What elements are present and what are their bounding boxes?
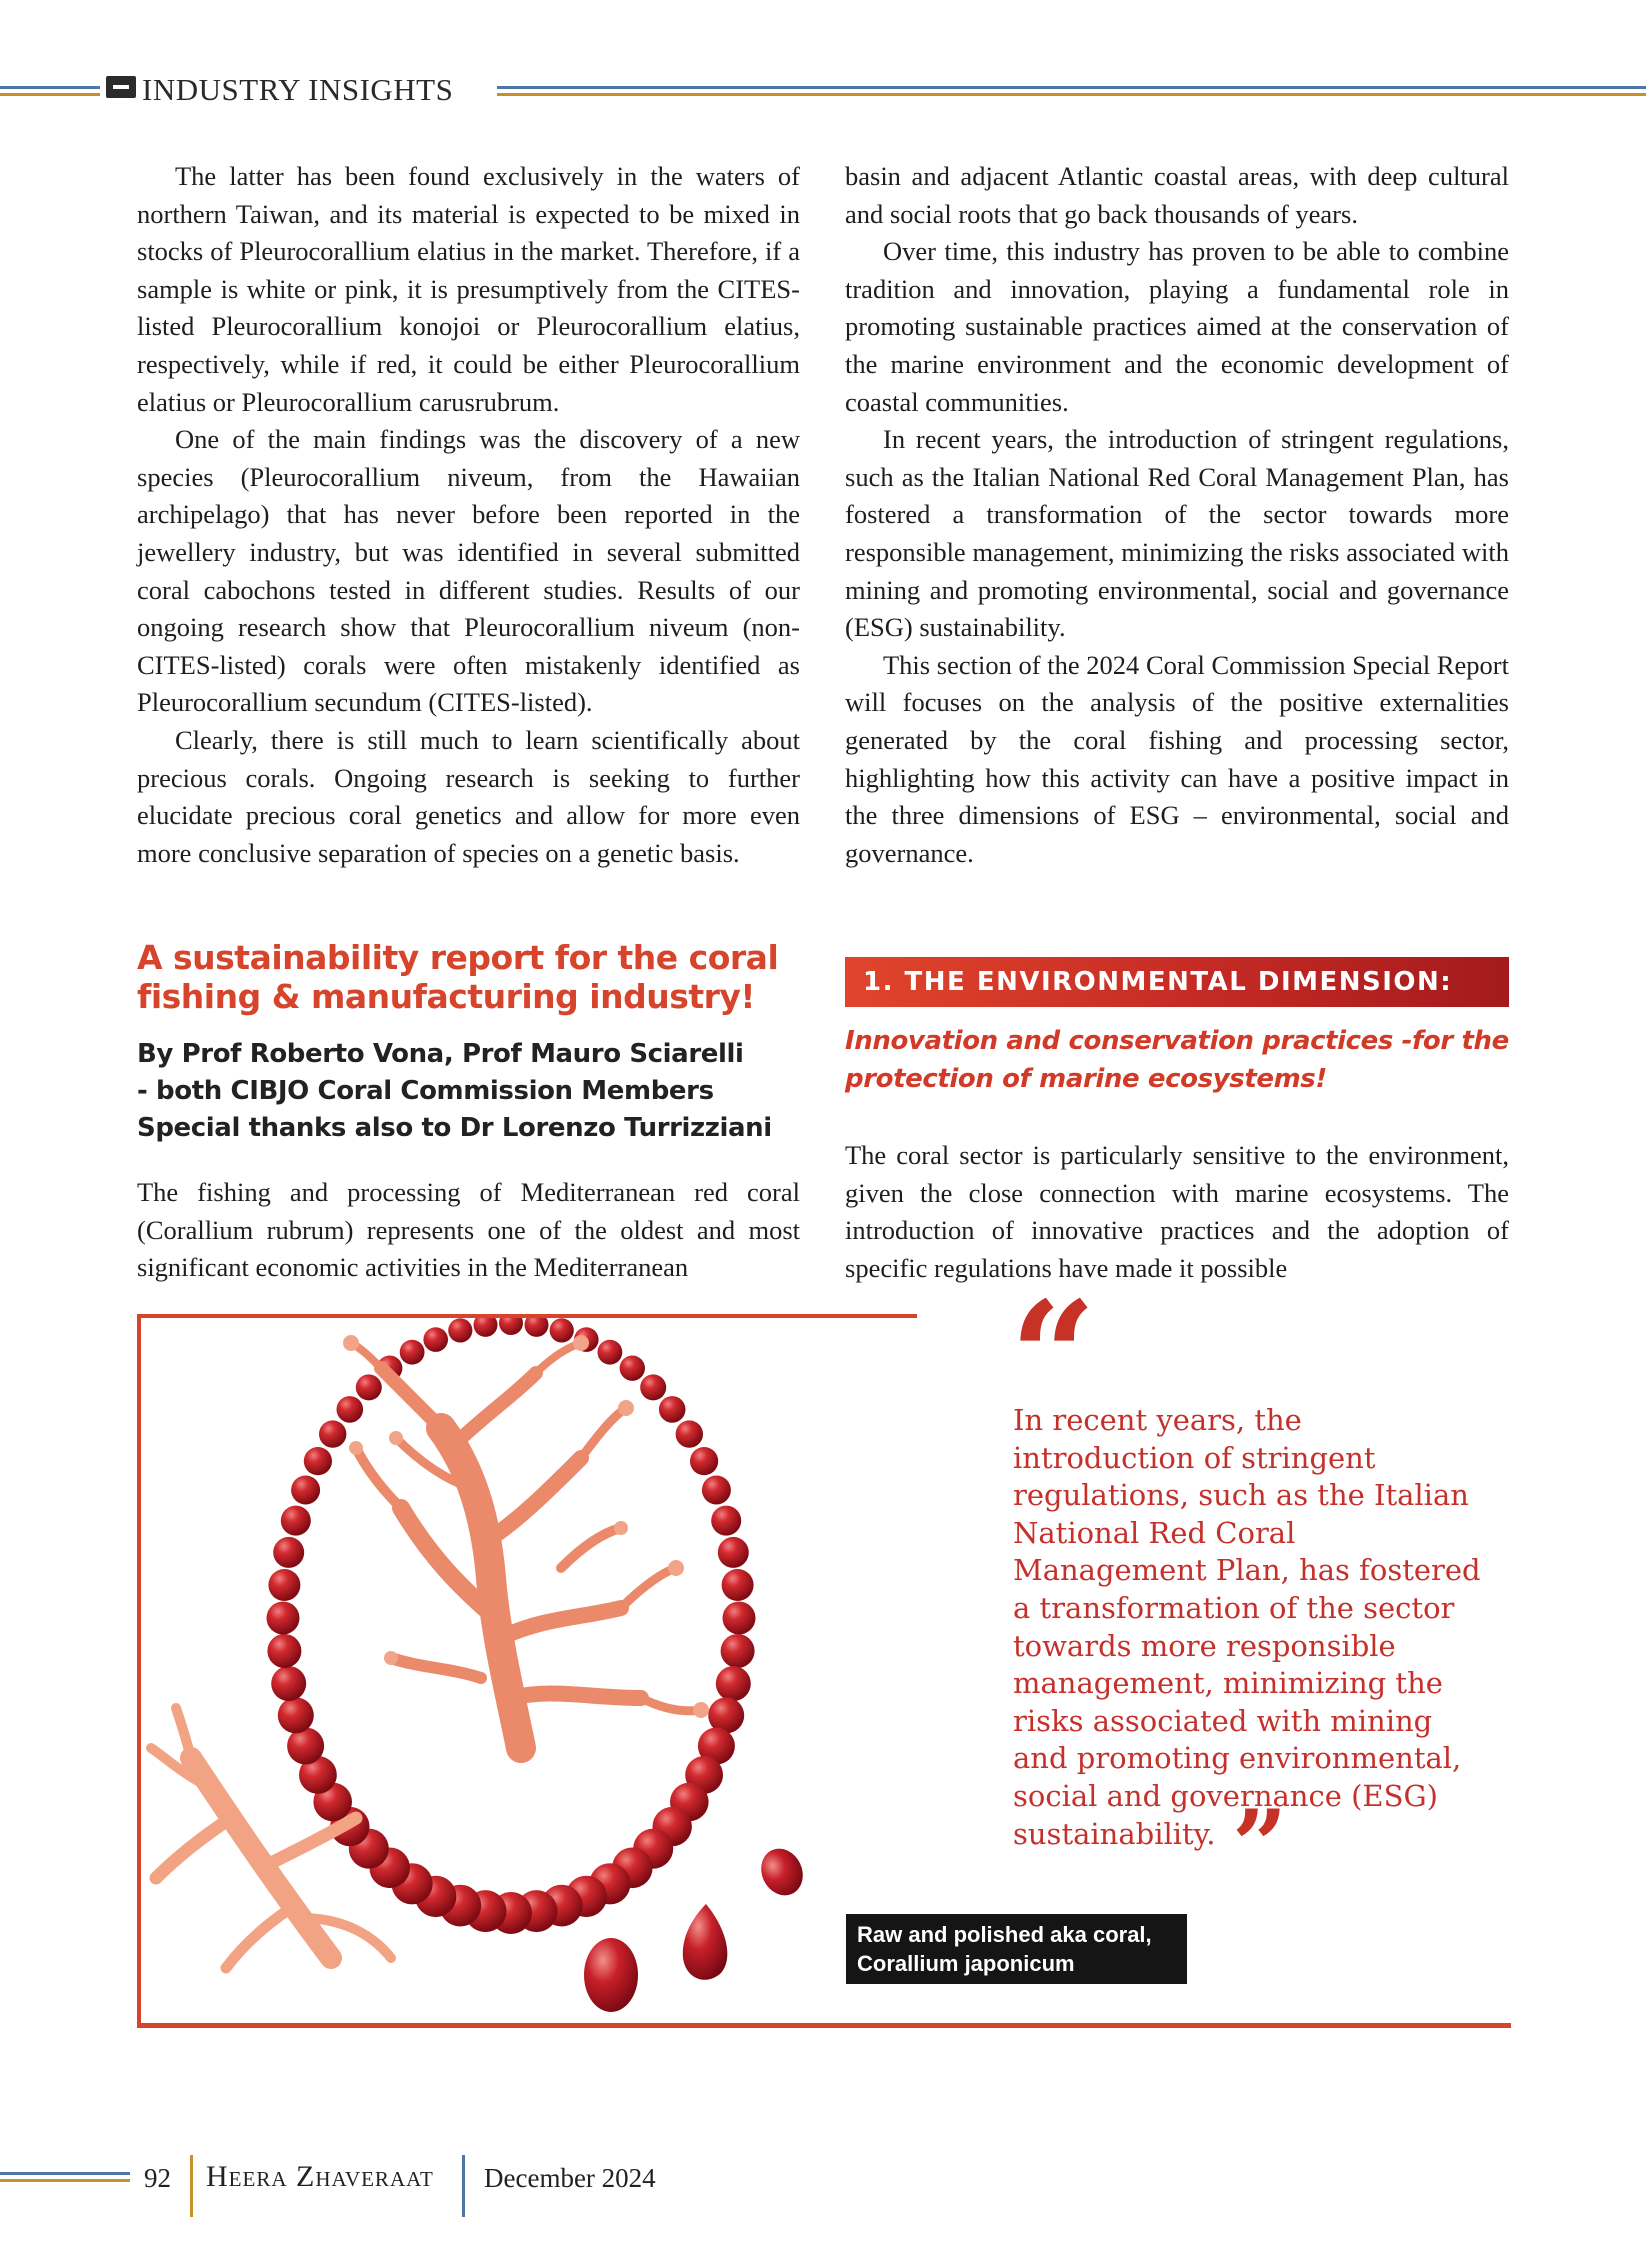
byline: [137, 1036, 817, 1147]
magazine-name: Heera Zhaveraat: [206, 2160, 434, 2193]
necklace-bead: [722, 1569, 754, 1601]
necklace-bead: [291, 1476, 320, 1505]
paragraph: One of the main findings was the discovery of a new species (Pleurocorallium niveum, from the Hawaiian archipelago) that has never before been reported in the jewellery industry, but was identified in several submitted coral cabochons tested in different studies. Results of our ongoing research show that Pleurocorallium niveum (non-CITES-listed) corals were often mistakenly identified as Pleurocorallium secundum (CITES-listed).: [137, 424, 800, 718]
close-quote-icon: ”: [1232, 1789, 1288, 1902]
environment-heading-banner: [845, 957, 1509, 1007]
necklace-bead: [423, 1327, 448, 1352]
header-rule-right-blue: [497, 86, 1646, 89]
necklace-bead: [525, 1318, 549, 1337]
environment-subheading: Innovation and conservation practices -for the protection of marine ecosystems!: [845, 1026, 1509, 1094]
header-rule-right-gold: [497, 93, 1646, 96]
photo-caption: [846, 1914, 1187, 1984]
section-title: INDUSTRY INSIGHTS: [142, 72, 454, 107]
footer-rule-gold: [0, 2179, 130, 2182]
coral-drop-teardrop: [683, 1904, 728, 1980]
necklace-bead: [400, 1340, 425, 1365]
necklace-bead: [271, 1666, 306, 1701]
paragraph: This section of the 2024 Coral Commission Special Report will focuses on the analysis of the positive externalities generated by the coral fishing and processing sector, highlighting how this activity can have a positive impact in the three dimensions of ESG – environmental, social and governance.: [845, 649, 1509, 868]
caption-line: Raw and polished aka coral,: [857, 1922, 1152, 1947]
byline-line: By Prof Roberto Vona, Prof Mauro Sciarelli: [137, 1039, 744, 1069]
footer-rule-blue: [0, 2172, 130, 2175]
left-column-text: [137, 158, 800, 872]
necklace-bead: [716, 1666, 751, 1701]
caption-line: Corallium japonicum: [857, 1951, 1075, 1976]
open-quote-icon: “: [1010, 1269, 1097, 1445]
pull-quote-text: In recent years, the introduction of stringent regulations, such as the Italian National Red Coral Management Plan, has fostered a transformation of the sector towards more responsible management, minimizing the risks associated with mining and promoting environmental, social and governance (ESG) sustainability.: [1013, 1403, 1481, 1851]
necklace-bead: [304, 1447, 332, 1475]
footer-divider: [462, 2155, 465, 2217]
page-number: 92: [144, 2163, 171, 2193]
paragraph: Clearly, there is still much to learn scientifically about precious corals. Ongoing research is seeking to further elucidate precious coral genetics and allow for more even more conclusive separation of species on a genetic basis.: [137, 724, 800, 868]
necklace-bead: [721, 1634, 755, 1668]
intro-paragraph: The fishing and processing of Mediterranean red coral (Corallium rubrum) represents one of the oldest and most significant economic activities in the Mediterranean: [137, 1177, 800, 1283]
coral-branch-large: [351, 1343, 701, 1748]
environment-paragraph: The coral sector is particularly sensitive to the environment, given the close connection with marine ecosystems. The introduction of innovative practices and the adoption of specific regulations have made it possible: [845, 1140, 1509, 1283]
byline-line: Special thanks also to Dr Lorenzo Turrizziani: [137, 1113, 772, 1143]
coral-drop-large: [584, 1938, 638, 2012]
necklace-bead: [598, 1340, 623, 1365]
necklace-bead: [267, 1602, 300, 1635]
necklace-bead: [319, 1420, 346, 1447]
necklace-bead: [499, 1318, 523, 1335]
magazine-logo-icon: [106, 76, 136, 98]
necklace-bead: [550, 1318, 574, 1342]
issue-date: December 2024: [484, 2163, 656, 2193]
header-rule-left-blue: [0, 86, 100, 89]
necklace-bead: [690, 1447, 718, 1475]
byline-line: - both CIBJO Coral Commission Members: [137, 1076, 714, 1106]
paragraph: In recent years, the introduction of stringent regulations, such as the Italian National Red Coral Management Plan, has fostered a transformation of the sector towards more responsible management, minimizing the risks associated with mining and promoting environmental, social and governance (ESG) sustainability.: [845, 424, 1509, 643]
necklace-bead: [273, 1537, 304, 1568]
coral-photo: [141, 1318, 841, 2023]
necklace-bead: [356, 1374, 382, 1400]
necklace-bead: [659, 1396, 686, 1423]
environment-heading: 1. THE ENVIRONMENTAL DIMENSION:: [863, 967, 1453, 997]
necklace-bead: [640, 1374, 666, 1400]
necklace-bead: [268, 1569, 300, 1601]
footer-divider: [190, 2155, 193, 2217]
necklace-bead: [337, 1396, 364, 1423]
paragraph: Over time, this industry has proven to be able to combine tradition and innovation, playing a fundamental role in promoting sustainable practices aimed at the conservation of the marine environment and the economic development of coastal communities.: [845, 236, 1509, 417]
necklace-bead: [620, 1356, 645, 1381]
figure-frame-bottom: [137, 2023, 1511, 2028]
necklace-bead: [711, 1506, 741, 1536]
paragraph: basin and adjacent Atlantic coastal areas, with deep cultural and social roots that go back thousands of years.: [845, 161, 1509, 229]
necklace-bead: [281, 1506, 311, 1536]
necklace-bead: [723, 1602, 756, 1635]
article-title: A sustainability report for the coral fishing & manufacturing industry!: [137, 938, 779, 1016]
necklace-bead: [267, 1634, 301, 1668]
necklace-bead: [702, 1476, 731, 1505]
necklace-bead: [474, 1318, 498, 1337]
coral-drop-small: [754, 1842, 811, 1902]
necklace-bead: [718, 1537, 749, 1568]
paragraph: The latter has been found exclusively in the waters of northern Taiwan, and its material is expected to be mixed in stocks of Pleurocorallium elatius in the market. Therefore, if a sample is white or pink, it is presumptively from the CITES-listed Pleurocorallium konojoi or Pleurocorallium elatius, respectively, while if red, it could be either Pleurocorallium elatius or Pleurocorallium carusrubrum.: [137, 161, 800, 417]
necklace-bead: [278, 1697, 314, 1733]
necklace-bead: [676, 1420, 703, 1447]
right-column-text: [845, 158, 1509, 872]
necklace-bead: [448, 1318, 472, 1342]
header-rule-left-gold: [0, 93, 100, 96]
